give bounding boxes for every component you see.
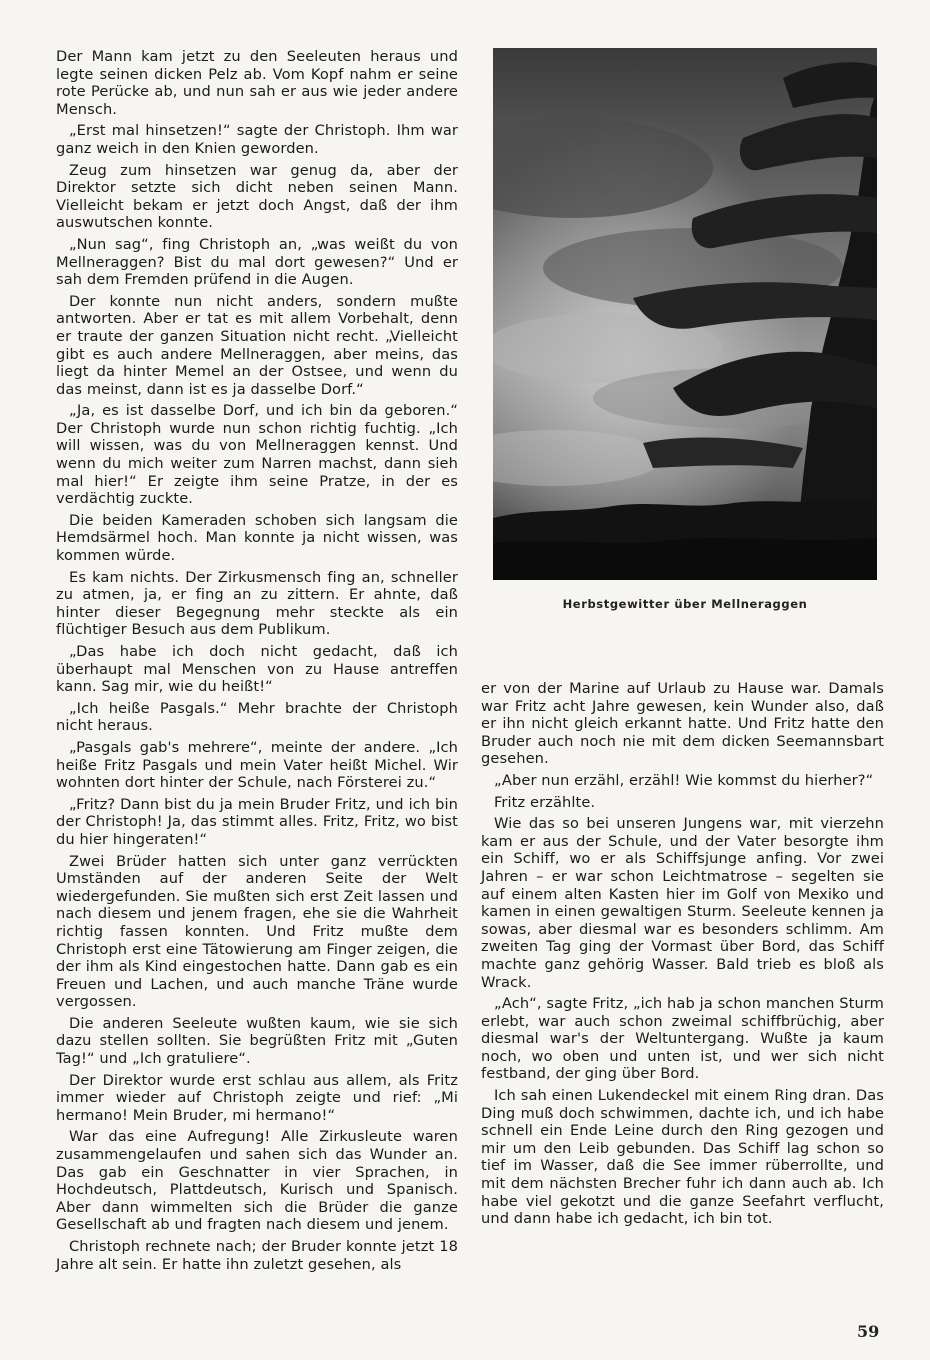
paragraph: Es kam nichts. Der Zirkusmensch fing an, schneller zu atmen, ja, er fing an zu zittern. Er ahnte, daß hinter dieser Begegnung mehr steckte als ein flüchtiger Besuch aus dem Publikum. <box>56 568 458 639</box>
paragraph: „Ach“, sagte Fritz, „ich hab ja schon manchen Sturm erlebt, war auch schon zweimal schiffbrüchig, aber diesmal war's der Weltuntergang. Wußte ja kaum noch, wo oben und unten ist, und wer sich nicht festband, der ging über Bord. <box>481 995 884 1083</box>
paragraph: „Erst mal hinsetzen!“ sagte der Christoph. Ihm war ganz weich in den Knien geworden. <box>56 122 458 157</box>
tree-photo-illustration <box>493 48 877 580</box>
left-text-column <box>56 48 458 1277</box>
paragraph: Der Mann kam jetzt zu den Seeleuten heraus und legte seinen dicken Pelz ab. Vom Kopf nahm er seine rote Perücke ab, und nun sah er aus wie jeder andere Mensch. <box>56 48 458 118</box>
paragraph: Die anderen Seeleute wußten kaum, wie sie sich dazu stellen sollten. Sie begrüßten Fritz mit „Guten Tag!“ und „Ich gratuliere“. <box>56 1014 458 1068</box>
paragraph: er von der Marine auf Urlaub zu Hause war. Damals war Fritz acht Jahre gewesen, kein Wunder also, daß er ihn nicht gleich erkannt hatte. Und Fritz hatte den Bruder auch noch nie mit dem dicken Seemannsbart gesehen. <box>481 680 884 768</box>
paragraph: Christoph rechnete nach; der Bruder konnte jetzt 18 Jahre alt sein. Er hatte ihn zuletzt gesehen, als <box>56 1238 458 1273</box>
paragraph: „Ich heiße Pasgals.“ Mehr brachte der Christoph nicht heraus. <box>56 699 458 735</box>
paragraph: Der konnte nun nicht anders, sondern mußte antworten. Aber er tat es mit allem Vorbehalt, denn er traute der ganzen Situation nicht recht. „Vielleicht gibt es auch andere Mellneraggen, aber meins, das liegt da hinter Memel an der Ostsee, und wenn du das meinst, dann ist es ja dasselbe Dorf.“ <box>56 292 458 398</box>
paragraph: „Fritz? Dann bist du ja mein Bruder Fritz, und ich bin der Christoph! Ja, das stimmt alles. Fritz, Fritz, wo bist du hier hingeraten!“ <box>56 795 458 848</box>
storm-tree-photo <box>493 48 877 580</box>
right-text-column <box>481 680 884 1232</box>
photo-caption: Herbstgewitter über Mellneraggen <box>562 597 808 611</box>
paragraph: Fritz erzählte. <box>494 793 596 811</box>
paragraph: Der Direktor wurde erst schlau aus allem, als Fritz immer wieder auf Christoph zeigte und rief: „Mi hermano! Mein Bruder, mi hermano!“ <box>56 1071 458 1124</box>
paragraph: War das eine Aufregung! Alle Zirkusleute waren zusammengelaufen und sahen sich das Wunder an. Das gab ein Geschnatter in vier Sprachen, in Hochdeutsch, Plattdeutsch, Kurisch und Spanisch. Aber dann wimmelten sich die Brüder die ganze Gesellschaft ab und fragten nach diesem und jenem. <box>56 1128 458 1234</box>
paragraph: „Nun sag“, fing Christoph an, „was weißt du von Mellneraggen? Bist du mal dort gewesen?“ Und er sah dem Fremden prüfend in die Augen. <box>56 235 458 289</box>
paragraph: „Pasgals gab's mehrere“, meinte der andere. „Ich heiße Fritz Pasgals und mein Vater heißt Michel. Wir wohnten dort hinter der Schule, nach Försterei zu.“ <box>56 738 458 792</box>
paragraph: Die beiden Kameraden schoben sich langsam die Hemdsärmel hoch. Man konnte ja nicht wissen, was kommen würde. <box>56 511 458 565</box>
paragraph: „Aber nun erzähl, erzähl! Wie kommst du hierher?“ <box>494 771 874 789</box>
paragraph: Zeug zum hinsetzen war genug da, aber der Direktor setzte sich dicht neben seinen Mann. Vielleicht bekam er jetzt doch Angst, daß der ihm auswutschen konnte. <box>56 161 458 232</box>
paragraph: „Das habe ich doch nicht gedacht, daß ich überhaupt mal Menschen von zu Hause antreffen kann. Sag mir, wie du heißt!“ <box>56 643 458 696</box>
page-number: 59 <box>857 1322 880 1341</box>
paragraph: Wie das so bei unseren Jungens war, mit vierzehn kam er aus der Schule, und der Vater besorgte ihm ein Schiff, wo er als Schiffsjunge anfing. Vor zwei Jahren – er war schon Leichtmatrose – segelten sie auf einem alten Kasten hier im Golf von Mexiko und kamen in einen gewaltigen Sturm. Seeleute kennen ja sowas, aber diesmal war es besonders schlimm. Am zweiten Tag ging der Vormast über Bord, das Schiff machte ganz gehörig Wasser. Bald trieb es bloß als Wrack. <box>481 815 884 991</box>
paragraph: Ich sah einen Lukendeckel mit einem Ring dran. Das Ding muß doch schwimmen, dachte ich, und ich habe schnell ein Ende Leine durch den Ring gezogen und mir um den Leib gebunden. Das Schiff lag schon so tief im Wasser, daß die See immer rüberrollte, und mit dem nächsten Brecher fuhr ich dann auch ab. Ich habe viel gekotzt und die ganze Seefahrt verflucht, und dann habe ich gedacht, ich bin tot. <box>481 1087 884 1228</box>
paragraph: Zwei Brüder hatten sich unter ganz verrückten Umständen auf der anderen Seite der Welt wiedergefunden. Sie mußten sich erst Zeit lassen und nach diesem und jenem fragen, ehe sie die Wahrheit richtig fassen konnten. Und Fritz mußte dem Christoph erst eine Tätowierung am Finger zeigen, die der ihm als Kind eingestochen hatte. Dann gab es ein Freuen und Lachen, und auch manche Träne wurde vergossen. <box>56 852 458 1011</box>
paragraph: „Ja, es ist dasselbe Dorf, und ich bin da geboren.“ Der Christoph wurde nun schon richtig fuchtig. „Ich will wissen, was du von Mellneraggen kennst. Und wenn du mich weiter zum Narren machst, dann sieh mal hier!“ Er zeigte ihm seine Pratze, in der es verdächtig zuckte. <box>56 402 458 508</box>
